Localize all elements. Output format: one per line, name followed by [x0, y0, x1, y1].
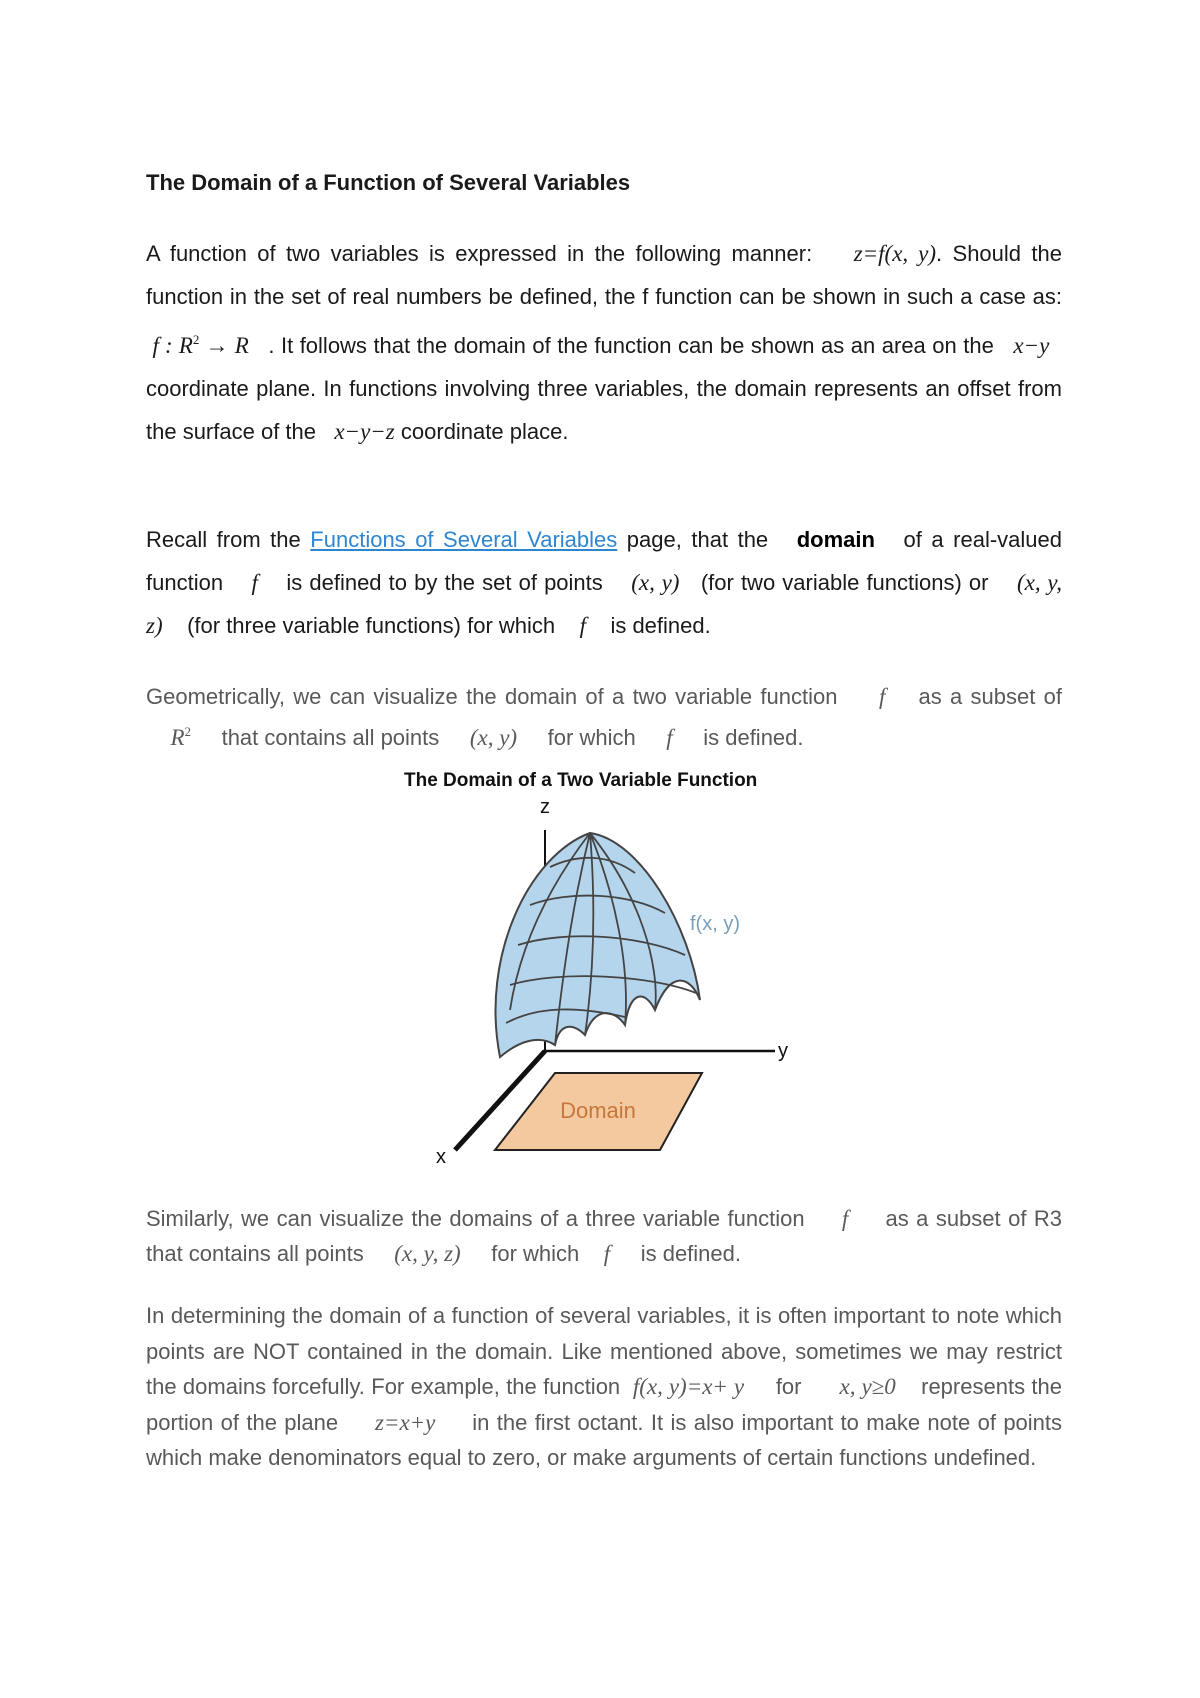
text-span: coordinate plane. In functions involving three variables, the domain represents an offset from the surface of the — [146, 376, 1062, 444]
text-span: In determining the domain of a function of several variables, it is often important to note which points are NOT contained in the domain. Like mentioned above, sometimes we may restrict the domains forcefully. For example, the function — [146, 1303, 1062, 1399]
paragraph-geometric — [146, 679, 1062, 755]
math-point-xy: (x, y) — [631, 570, 680, 595]
functions-of-several-variables-link[interactable]: Functions of Several Variables — [310, 527, 618, 552]
text-span: is defined to by the set of points — [286, 570, 603, 595]
text-span: A function of two variables is expressed in the following manner: — [146, 241, 813, 266]
math-point-xyz: (x, y, z) — [394, 1241, 461, 1266]
text-span: is defined. — [640, 1241, 741, 1266]
eq-main: f : R — [152, 333, 193, 358]
paragraph-recall-domain — [146, 518, 1062, 647]
equation-condition: x, y≥0 — [839, 1374, 896, 1399]
text-span: that contains all points — [221, 725, 440, 750]
text-span: Recall from the — [146, 527, 301, 552]
eq-superscript: 2 — [184, 724, 192, 739]
text-span: of a real-valued function — [146, 527, 1062, 595]
math-f: f — [841, 1206, 849, 1231]
eq-superscript: 2 — [192, 332, 200, 347]
math-f: f — [603, 1241, 611, 1266]
math-r: R — [170, 725, 185, 750]
paragraph-determining-domain — [146, 1298, 1062, 1476]
page-title: The Domain of a Function of Several Variables — [146, 170, 631, 195]
z-axis-label: z — [540, 796, 550, 818]
text-span: (for two variable functions) or — [700, 570, 989, 595]
text-span: . It follows that the domain of the function can be shown as an area on the — [268, 333, 994, 358]
bold-domain: domain — [796, 527, 875, 552]
text-span: for — [775, 1374, 802, 1399]
equation-z-f: z=f(x, y) — [853, 241, 937, 266]
y-axis-label: y — [778, 1040, 788, 1062]
text-span: for which — [547, 725, 636, 750]
text-span: as a subset of — [918, 684, 1063, 709]
text-span: Similarly, we can visualize the domains of a three variable function — [146, 1206, 805, 1231]
equation-f-mapping — [153, 333, 249, 358]
math-point-xy: (x, y) — [469, 725, 518, 750]
text-span: Geometrically, we can visualize the domain of a two variable function — [146, 684, 838, 709]
text-span: . Should the function in the set of real numbers be defined, the f function can be shown in such a case as: — [146, 241, 1062, 309]
text-span: represents the portion of the plane — [146, 1374, 1062, 1435]
math-r2 — [170, 725, 191, 750]
paragraph-three-variable — [146, 1201, 1062, 1271]
text-span: coordinate place. — [400, 419, 569, 444]
text-span: for which — [491, 1241, 580, 1266]
text-span: as a subset of R3 that contains all points — [146, 1206, 1062, 1266]
x-axis-label: x — [436, 1146, 446, 1168]
equation-xy-plane: x−y — [1013, 333, 1050, 358]
math-point-xyz: (x, y, z) — [146, 570, 1063, 638]
domain-label: Domain — [560, 1098, 636, 1123]
text-span: is defined. — [610, 613, 711, 638]
equation-xyz: x−y−z — [334, 419, 395, 444]
domain-figure — [390, 795, 790, 1175]
function-label: f(x, y) — [690, 913, 740, 935]
math-f: f — [666, 725, 673, 750]
math-f: f — [251, 570, 258, 595]
text-span: page, that the — [626, 527, 769, 552]
math-f: f — [878, 684, 886, 709]
figure-title: The Domain of a Two Variable Function — [404, 770, 758, 791]
text-span: in the first octant. It is also important to make note of points which make denominators equal to zero, or make arguments of certain functions undefined. — [146, 1409, 1063, 1470]
text-span: is defined. — [703, 725, 804, 750]
text-span: (for three variable functions) for which — [187, 613, 556, 638]
equation-plane: z=x+y — [374, 1409, 436, 1435]
math-f: f — [579, 613, 586, 638]
equation-f-xy: f(x, y)=x+ y — [632, 1374, 745, 1399]
eq-tail: → R — [199, 333, 249, 358]
paragraph-function-definition — [146, 232, 1062, 453]
